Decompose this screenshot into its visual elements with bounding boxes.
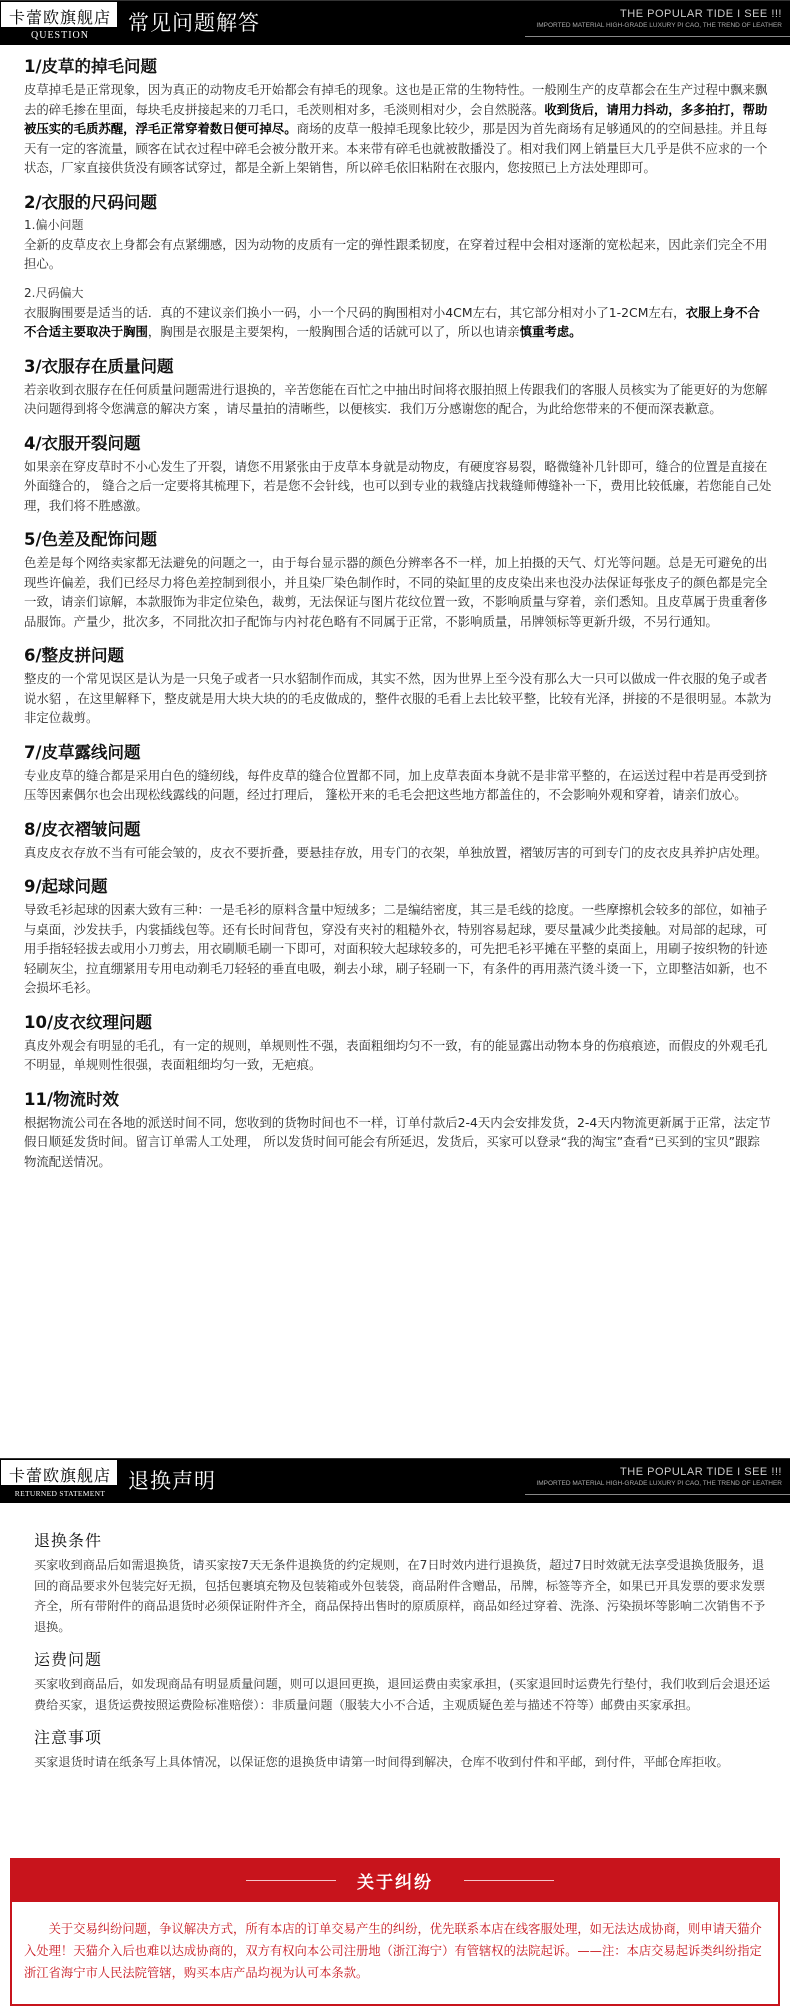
faq-text: 皮草掉毛是正常现象，因为真正的动物皮毛开始都会有掉毛的现象。这也是正常的生物特性。一般刚生产的皮草都会在生产过程中飘来飘去的碎毛掺在里面，每块毛皮拼接起来的刀毛口，毛茨则相对多，毛淡则相对少，会自然脱落。收到货后，请用力抖动，多多拍打，帮助被压实的毛质苏醒，浮毛正常穿着数日便可掉尽。商场的皮草一般掉毛现象比较少，那是因为首先商场有足够通风的的空间悬挂。并且每天有一定的客流量，顾客在试衣过程中碎毛会被分散开来。本来带有碎毛也就被散播没了。相对我们网上销量巨大几乎是供不应求的一个状态，厂家直接供货没有顾客试穿过，都是全新上架销售，所以碎毛依旧粘附在衣服内，您按照已上方法处理即可。 (24, 82, 768, 175)
returns-text: 买家收到商品后，如发现商品有明显质量问题，则可以退回更换，退回运费由卖家承担，(买家退回时运费先行垫付，我们收到后会退还运费给买家，退货运费按照运费险标准赔偿）：非质量问题（服装大小不合适，主观质疑色差与描述不符等）邮费由买家承担。 (34, 1677, 771, 1712)
section-title: 退换声明 (128, 1469, 216, 1493)
faq-item-seams (24, 742, 772, 805)
decor-line (464, 1880, 554, 1881)
brand-name: 卡蕾欧旗舰店 (8, 1466, 111, 1485)
faq-title: 9/起球问题 (24, 877, 108, 896)
faq-title: 4/衣服开裂问题 (24, 433, 141, 453)
faq-title: 2/衣服的尺码问题 (24, 192, 158, 212)
brand-subtitle: RETURNED STATEMENT (1, 1485, 119, 1502)
brand-logo (0, 1459, 118, 1503)
dispute-header (12, 1860, 778, 1902)
returns-text: 买家收到商品后如需退换货，请买家按7天无条件退换货的约定规则，在7日时效内进行退换货，超过7日时效就无法享受退换货服务，退回的商品要求外包装完好无损，包括包裹填充物及包装箱或外包装袋，商品附件含赠品，吊牌，标签等齐全，如果已开具发票的要求发票齐全，所有带附件的商品退货时必须保证附件齐全，商品保持出售时的原质原样，商品如经过穿着、洗涤、污染损坏等影响二次销售不予退换。 (34, 1558, 766, 1634)
returns-conditions (34, 1530, 772, 1637)
decor-rule (525, 36, 790, 37)
faq-title: 7/皮草露线问题 (24, 742, 141, 762)
returns-title: 运费问题 (34, 1650, 103, 1669)
faq-text: 如果亲在穿皮草时不小心发生了开裂，请您不用紧张由于皮草本身就是动物皮，有硬度容易裂，略微缝补几针即可，缝合的位置是直接在外面缝合的， 缝合之后一定要将其梳理下，若是您不会针线，也可以到专业的栽缝店找栽缝师傅缝补一下，费用比较低廉，若您能自己处理，我们将不胜感激。 (24, 458, 772, 513)
faq-item-shipping (24, 1089, 772, 1172)
faq-text: 衣服胸围要是适当的话．真的不建议亲们换小一码，小一个尺码的胸围相对小4CM左右，其它部分相对小了1-2CM左右，衣服上身不合不合适主要取决于胸围，胸围是衣服是主要架构，一般胸围合适的话就可以了，所以也请亲慎重考虑。 (24, 304, 760, 339)
faq-title: 1/皮草的掉毛问题 (24, 57, 158, 76)
faq-list (0, 46, 790, 1185)
faq-item-pilling (24, 876, 772, 998)
dispute-text: 关于交易纠纷问题，争议解决方式，所有本店的订单交易产生的纠纷，优先联系本店在线客服处理，如无法达成协商，则申请天猫介入处理！天猫介入后也难以达成协商的，双方有权向本公司注册地（浙江海宁）有管辖权的法院起诉。——注：本店交易起诉类纠纷指定浙江省海宁市人民法院管辖，购买本店产品均视为认可本条款。 (24, 1922, 762, 1980)
returns-notes (34, 1727, 772, 1773)
faq-item-wrinkles (24, 819, 772, 863)
slogan-sub: IMPORTED MATERIAL HIGH-GRADE LUXURY PI CAO, THE TREND OF LEATHER (536, 22, 782, 29)
faq-text: 根据物流公司在各地的派送时间不同，您收到的货物时间也不一样，订单付款后2-4天内会安排发货，2-4天内物流更新属于正常，法定节假日顺延发货时间。留言订单需人工处理， 所以发货时间可能会有所延迟，发货后，买家可以登录“我的淘宝”查看“已买到的宝贝”跟踪物流配送情况。 (24, 1114, 771, 1169)
brand-name: 卡蕾欧旗舰店 (8, 8, 111, 27)
returns-text: 买家退货时请在纸条写上具体情况，以保证您的退换货申请第一时间得到解决，仓库不收到付件和平邮，到付件，平邮仓库拒收。 (34, 1755, 729, 1769)
faq-item-color (24, 529, 772, 631)
faq-text: 专业皮草的缝合都是采用白色的缝纫线，每件皮草的缝合位置都不同，加上皮草表面本身就不是非常平整的，在运送过程中若是再受到挤压等因素偶尔也会出现松线露线的问题，经过打理后， 篷松开来的毛毛会把这些地方都盖住的，不会影响外观和穿着，请亲们放心。 (24, 767, 768, 802)
faq-title: 6/整皮拼问题 (24, 646, 125, 665)
faq-text: 真皮皮衣存放不当有可能会皱的，皮衣不要折叠，要悬挂存放，用专门的衣架，单独放置，褶皱厉害的可到专门的皮衣皮具养护店处理。 (24, 844, 768, 860)
faq-title: 3/衣服存在质量问题 (24, 356, 174, 376)
faq-item-shedding (24, 56, 772, 178)
faq-item-quality (24, 356, 772, 419)
slogan (536, 1466, 782, 1487)
slogan-main: THE POPULAR TIDE I SEE !!! (620, 8, 782, 20)
dispute-title: 关于纠纷 (357, 1873, 433, 1893)
faq-subtitle: 1.偏小问题 (24, 217, 84, 232)
faq-text: 导致毛衫起球的因素大致有三种：一是毛衫的原料含量中短绒多；二是编结密度，其三是毛线的捻度。一些摩擦机会较多的部位，如袖子与桌面，沙发扶手，内裳插线包等。还有长时间背包，穿没有夹衬的粗糙外衣，特别容易起球，要尽量减少此类接触。对局部的起球，可用手指轻轻拔去或用小刀剪去，用衣刷顺毛刷一下即可，对面积较大起球较多的，可先把毛衫平摊在平整的桌面上，用刷子按织物的针迹轻刷灰尘，拉直绷紧用专用电动剃毛刀轻轻的垂直电吸，剃去小球，刷子轻刷一下，有条件的再用蒸汽烫斗烫一下，立即整洁如新，也不会损坏毛衫。 (24, 902, 768, 995)
returns-header-banner (0, 1458, 790, 1503)
faq-item-tearing (24, 433, 772, 516)
returns-title: 注意事项 (34, 1728, 103, 1747)
brand-subtitle: QUESTION (1, 27, 119, 44)
faq-text: 色差是每个网络卖家都无法避免的问题之一，由于每台显示器的颜色分辨率各不一样，加上拍摄的天气、灯光等问题。总是无可避免的出现些许偏差，我们已经尽力将色差控制到很小，并且染厂染色制作时，不同的染缸里的皮皮染出来也没办法保证每张皮子的颜色都是完全一致，请亲们谅解，本款服饰为非定位染色，裁剪，无法保证与图片花纹位置一致，不影响质量与穿着，亲们悉知。且皮草属于贵重奢侈品服饰。产量少，批次多，不同批次扣子配饰与内衬花色略有不同属于正常，不影响质量，吊牌领标等更新升级，不另行通知。 (24, 555, 768, 629)
faq-text: 全新的皮草皮衣上身都会有点紧绷感，因为动物的皮质有一定的弹性跟柔韧度，在穿着过程中会相对逐渐的宽松起来，因此亲们完全不用担心。 (24, 236, 768, 271)
faq-text: 整皮的一个常见误区是认为是一只兔子或者一只水貂制作而成，其实不然，因为世界上至今没有那么大一只可以做成一件衣服的兔子或者说水貂 ，在这里解释下，整皮就是用大块大块的的毛皮做成的，整件衣服的毛看上去比较平整，比较有光泽，拼接的不是很明显。本款为非定位裁剪。 (24, 671, 772, 725)
faq-header-banner (0, 0, 790, 45)
section-title: 常见问题解答 (128, 11, 260, 35)
faq-subtitle: 2.尺码偏大 (24, 285, 84, 300)
brand-logo (0, 1, 118, 45)
slogan-main: THE POPULAR TIDE I SEE !!! (620, 1466, 782, 1478)
slogan-sub: IMPORTED MATERIAL HIGH-GRADE LUXURY PI CAO, THE TREND OF LEATHER (536, 1480, 782, 1487)
faq-item-whole-pelt (24, 645, 772, 728)
slogan (536, 8, 782, 29)
faq-item-size (24, 192, 772, 342)
returns-title: 退换条件 (34, 1531, 103, 1550)
returns-list (0, 1530, 790, 1785)
faq-title: 5/色差及配饰问题 (24, 530, 158, 549)
decor-rule (525, 1494, 790, 1495)
faq-title: 8/皮衣褶皱问题 (24, 819, 141, 839)
dispute-box (10, 1858, 780, 2006)
faq-item-texture (24, 1012, 772, 1075)
faq-text: 真皮外观会有明显的毛孔，有一定的规则，单规则性不强，表面粗细均匀不一致，有的能显露出动物本身的伤痕痕迹，而假皮的外观毛孔不明显，单规则性很强，表面粗细均匀一致，无疤痕。 (24, 1037, 768, 1072)
faq-title: 11/物流时效 (24, 1089, 119, 1109)
faq-title: 10/皮衣纹理问题 (24, 1012, 152, 1032)
returns-shipping-fee (34, 1649, 772, 1715)
faq-text: 若亲收到衣服存在任何质量问题需进行退换的，辛苦您能在百忙之中抽出时间将衣服拍照上传跟我们的客服人员核实为了能更好的为您解决问题得到将令您满意的解决方案 ，请尽量拍的清晰些，以便核实．我们万分感谢您的配合，为此给您带来的不便而深表歉意。 (24, 381, 768, 416)
